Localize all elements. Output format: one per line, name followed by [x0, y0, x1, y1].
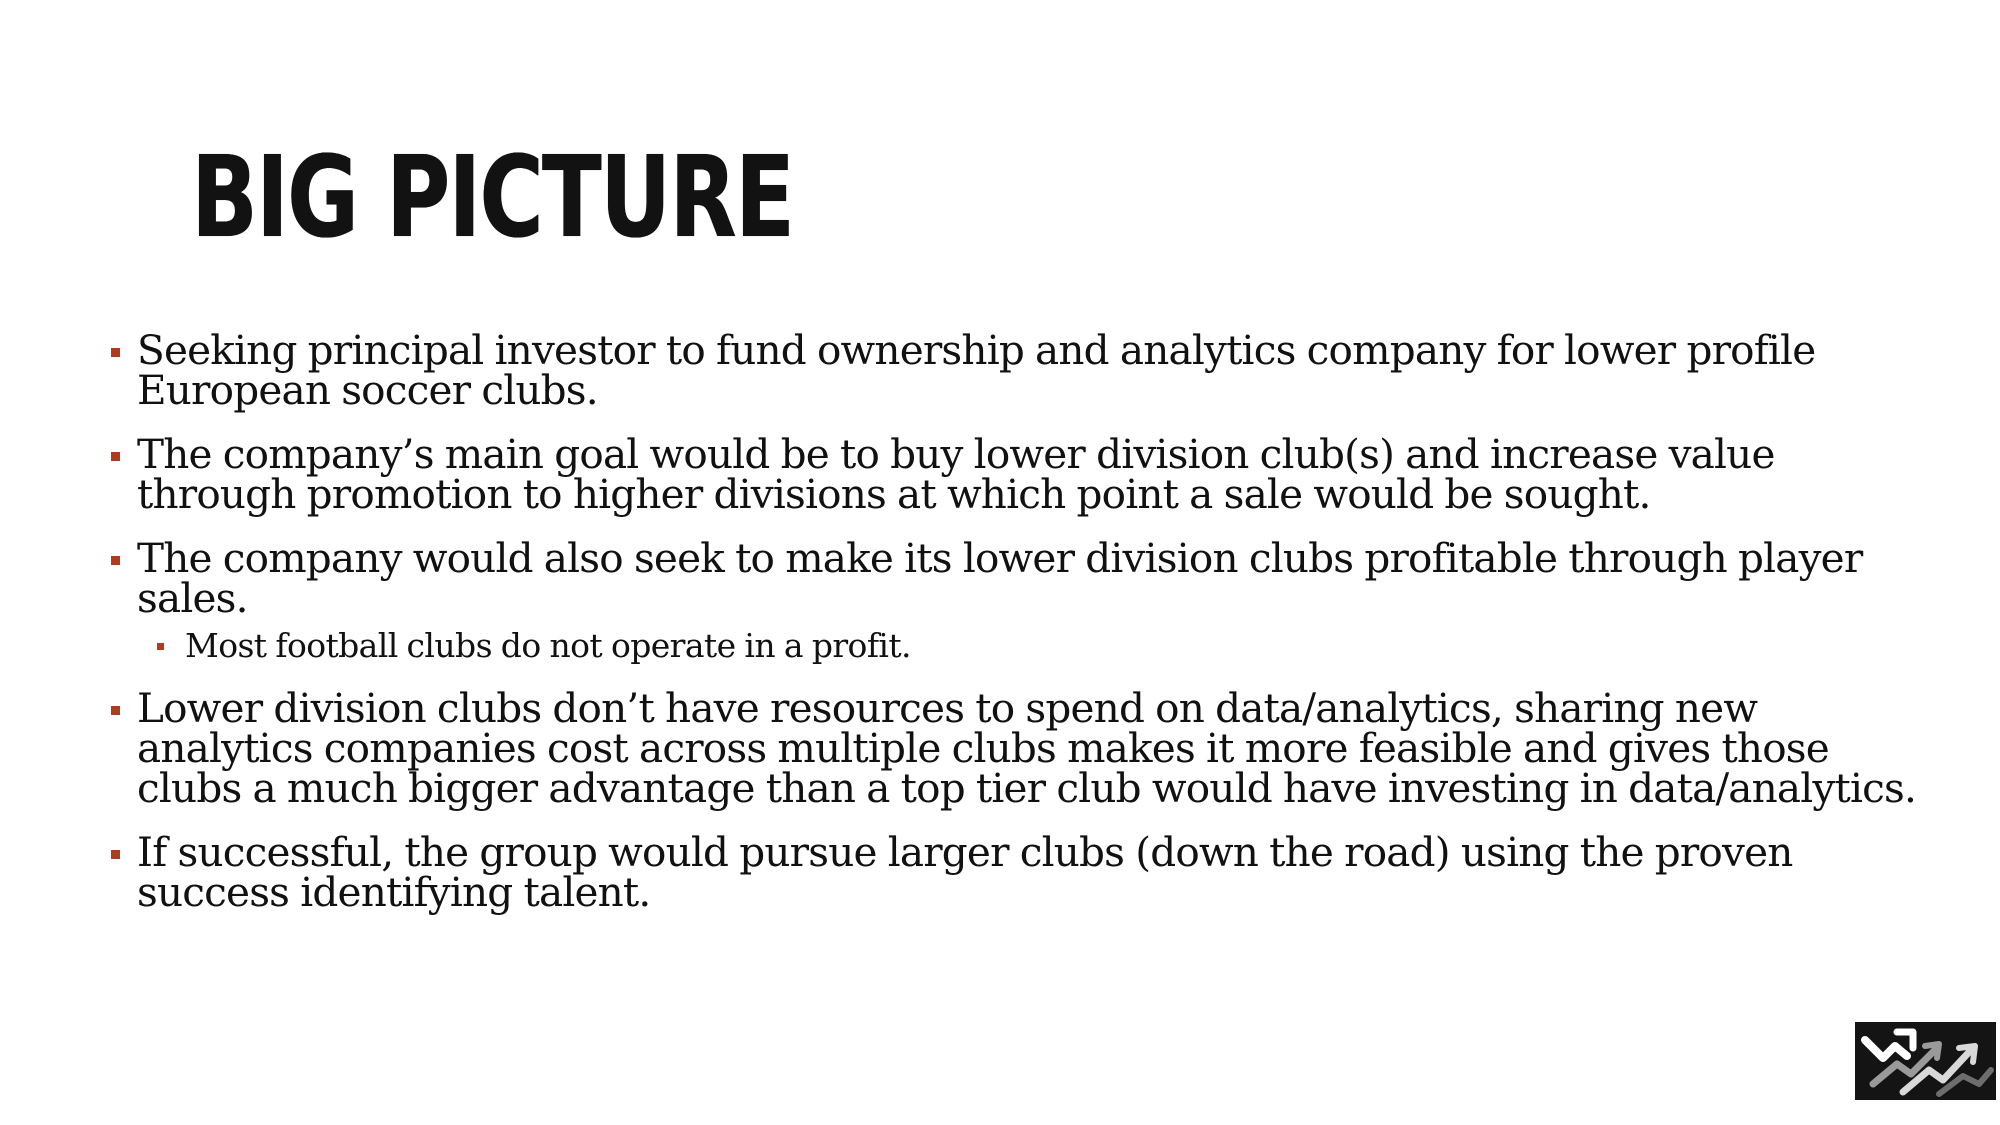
bullet-item: [108, 430, 1938, 518]
bullet-text: Seeking principal investor to fund ownership and analytics company for lower profile European soccer clubs.: [137, 326, 1816, 414]
bullet-text: The company would also seek to make its lower division clubs profitable through player sales.: [137, 534, 1863, 622]
square-sub-bullet-icon: [157, 643, 164, 650]
sub-bullet-item: [137, 628, 1938, 664]
growth-arrows-logo-icon: [1855, 1022, 1996, 1100]
bullet-text: Lower division clubs don’t have resources to spend on data/analytics, sharing new analytics companies cost across multiple clubs makes it more feasible and gives those clubs a much bigger advantage than a top tier club would have investing in data/analytics.: [137, 684, 1917, 812]
slide-title: BIG PICTURE: [191, 133, 794, 263]
slide-content: [108, 326, 1938, 936]
square-bullet-icon: [111, 348, 120, 357]
bullet-item: [108, 534, 1938, 665]
bullet-item: [108, 326, 1938, 414]
bullet-item: [108, 828, 1938, 916]
bullet-item: [108, 684, 1938, 812]
sub-bullet-text: Most football clubs do not operate in a profit.: [185, 626, 911, 665]
square-bullet-icon: [111, 556, 120, 565]
square-bullet-icon: [111, 452, 120, 461]
square-bullet-icon: [111, 706, 120, 715]
sub-bullet-list: [137, 628, 1938, 664]
square-bullet-icon: [111, 850, 120, 859]
bullet-text: The company’s main goal would be to buy lower division club(s) and increase value through promotion to higher divisions at which point a sale would be sought.: [137, 430, 1775, 518]
bullet-list: [108, 326, 1938, 916]
bullet-text: If successful, the group would pursue larger clubs (down the road) using the proven success identifying talent.: [137, 828, 1793, 916]
